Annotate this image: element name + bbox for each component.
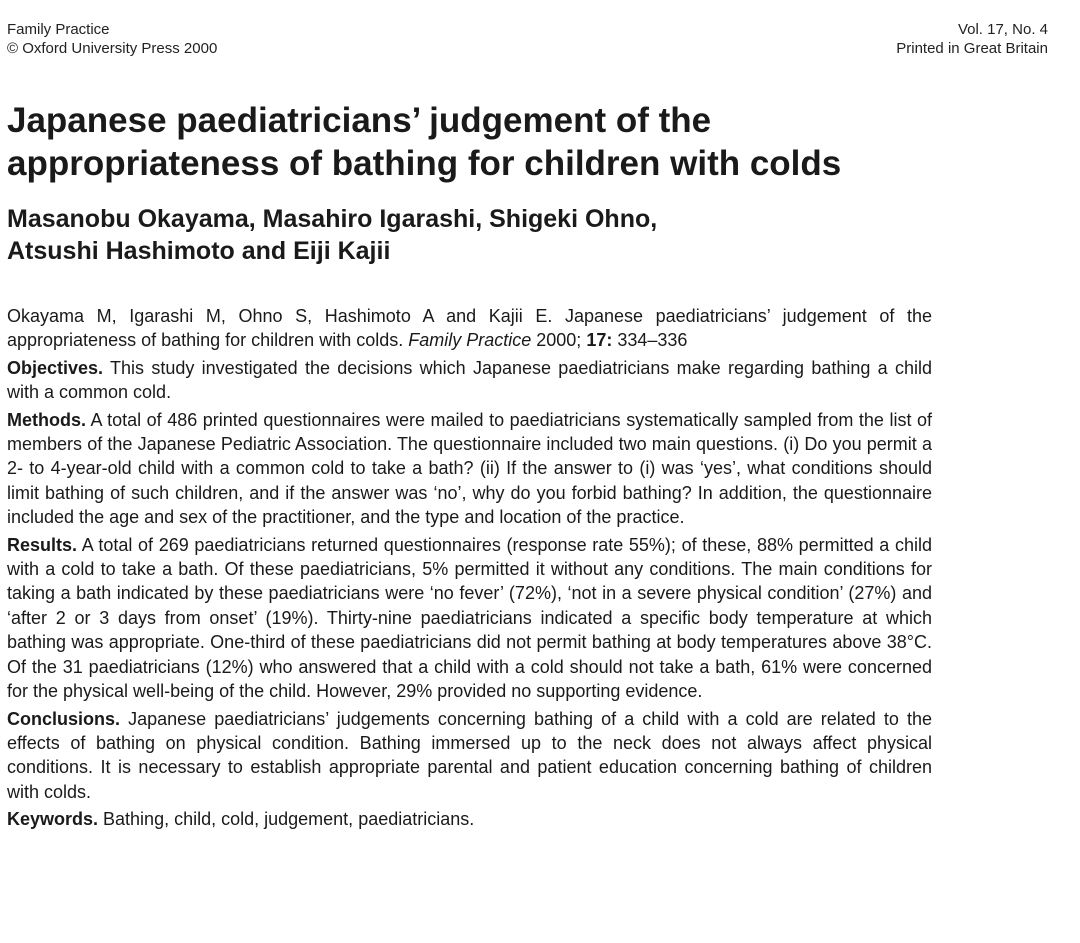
publisher-copyright: © Oxford University Press 2000 [7, 40, 218, 57]
conclusions-text: Japanese paediatricians’ judgements concerning bathing of a child with a cold are related to the effects of bathing on physical condition. Bathing immersed up to the neck does not always affect physical conditions. It is necessary to establish appropriate parental and patient education concerning bathing of children with colds. [7, 708, 932, 802]
citation-volume: 17: [586, 330, 613, 351]
results-label: Results. [7, 534, 78, 555]
citation-year: 2000; [531, 330, 587, 351]
citation-pages: 334–336 [612, 330, 688, 351]
abstract-results [7, 533, 932, 704]
author-list-line-1: Masanobu Okayama, Masahiro Igarashi, Shigeki Ohno, [7, 205, 658, 233]
citation-text: Okayama M, Igarashi M, Ohno S, Hashimoto A and Kajii E. Japanese paediatricians’ judgement of the appropriateness of bathing for children with colds. [7, 306, 932, 351]
journal-name: Family Practice [7, 21, 110, 38]
citation-journal: Family Practice [408, 330, 532, 351]
printed-location: Printed in Great Britain [896, 40, 1048, 57]
conclusions-label: Conclusions. [7, 708, 121, 729]
results-text: A total of 269 paediatricians returned questionnaires (response rate 55%); of these, 88% permitted a child with a cold to take a bath. Of these paediatricians, 5% permitted it without any conditions. The main conditions for taking a bath indicated by these paediatricians were ‘no fever’ (72%), ‘not in a severe physical condition’ (27%) and ‘after 2 or 3 days from onset’ (19%). Thirty-nine paediatricians indicated a specific body temperature at which bathing was appropriate. One-third of these paediatricians did not permit bathing at body temperatures above 38°C. Of the 31 paediatricians (12%) who answered that a child with a cold should not take a bath, 61% were concerned for the physical well-being of the child. However, 29% provided no supporting evidence. [7, 534, 932, 702]
methods-text: A total of 486 printed questionnaires were mailed to paediatricians systematically sampled from the list of members of the Japanese Pediatric Association. The questionnaire included two main questions. (i) Do you permit a 2- to 4-year-old child with a common cold to take a bath? (ii) If the answer to (i) was ‘yes’, what conditions should limit bathing of such children, and if the answer was ‘no’, why do you forbid bathing? In addition, the questionnaire included the age and sex of the practitioner, and the type and location of the practice. [7, 409, 932, 528]
author-list-line-2: Atsushi Hashimoto and Eiji Kajii [7, 237, 391, 265]
abstract-objectives [7, 356, 932, 405]
abstract-keywords [7, 807, 932, 831]
keywords-label: Keywords. [7, 809, 99, 830]
article-title-line-1: Japanese paediatricians’ judgement of the [7, 101, 712, 140]
methods-label: Methods. [7, 409, 86, 430]
abstract-conclusions [7, 707, 932, 805]
volume-issue: Vol. 17, No. 4 [957, 21, 1048, 38]
abstract-methods [7, 408, 932, 530]
article-title-line-2: appropriateness of bathing for children with colds [7, 144, 842, 183]
author-list [7, 203, 1007, 267]
journal-header-left [7, 20, 217, 58]
keywords-text: Bathing, child, cold, judgement, paediatricians. [98, 809, 475, 830]
article-title [7, 99, 1007, 185]
objectives-text: This study investigated the decisions which Japanese paediatricians make regarding bathing a child with a common cold. [7, 357, 932, 403]
journal-header-right [896, 20, 1048, 58]
abstract [7, 304, 932, 835]
citation [7, 304, 932, 353]
objectives-label: Objectives. [7, 357, 104, 378]
